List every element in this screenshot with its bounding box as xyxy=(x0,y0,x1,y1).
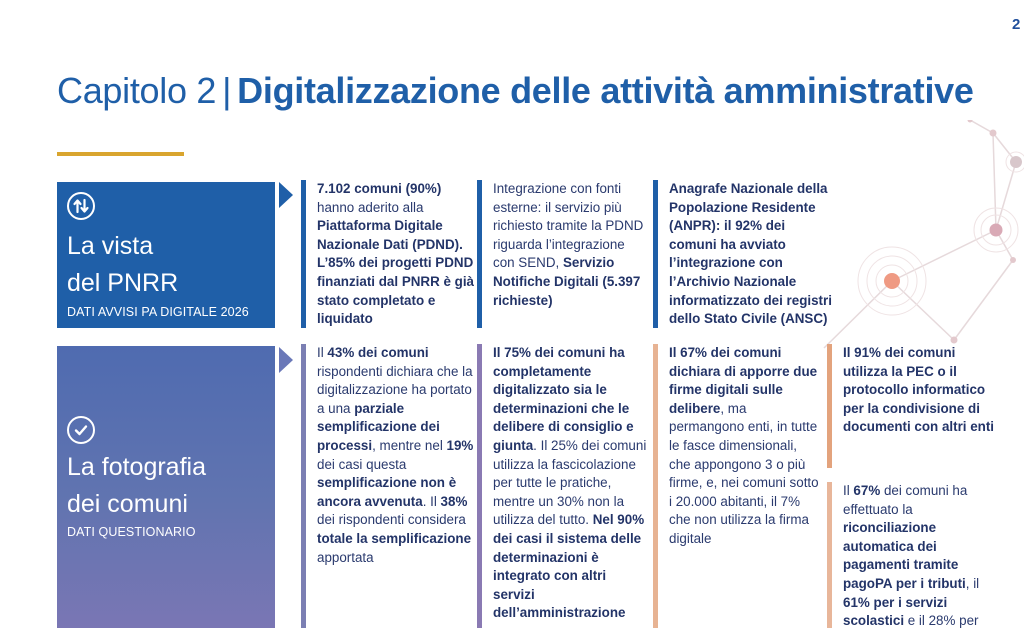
bold-text-run: 7.102 comuni (90%) xyxy=(317,181,442,196)
bold-text-run: 61% per i servizi scolastici xyxy=(843,594,948,628)
chapter-subject: Digitalizzazione delle attività amministrative xyxy=(237,70,974,111)
bold-text-run: 43% dei comuni xyxy=(327,345,429,360)
text-run: Il xyxy=(317,345,328,360)
text-run: rispondenti dichiara che la digitalizzazione ha portato a una xyxy=(317,363,473,416)
bold-text-run: Servizio Notifiche Digitali (5.397 richieste) xyxy=(493,255,641,308)
bold-text-run: Nel 90% dei casi il sistema delle determinazioni è integrato con altri servizi dell’amministrazione xyxy=(493,512,645,621)
text-run: Integrazione con fonti esterne: il servizio più richiesto tramite la PDND riguarda l’integrazione con SEND, xyxy=(493,181,644,271)
comuni-subheading: DATI QUESTIONARIO xyxy=(67,525,196,539)
text-run: dei rispondenti considera xyxy=(317,512,466,528)
comuni-text-column xyxy=(827,482,997,628)
comuni-text-column xyxy=(653,344,821,628)
comuni-panel xyxy=(57,346,275,628)
text-run: e il 28% per xyxy=(904,613,979,628)
pnrr-heading xyxy=(67,228,265,302)
pnrr-arrow-icon xyxy=(279,182,293,208)
bold-text-run: 19% xyxy=(446,437,474,453)
chapter-label: Capitolo 2 xyxy=(57,70,217,111)
network-nodes-icon xyxy=(820,120,1024,350)
pnrr-text-column xyxy=(301,180,479,328)
page-title xyxy=(57,70,974,112)
text-run: apportata xyxy=(317,549,374,565)
pnrr-panel xyxy=(57,182,275,328)
text-run: . Il xyxy=(422,493,441,509)
pnrr-heading-line1: La vista xyxy=(67,232,154,260)
bold-text-run: 38% xyxy=(440,493,468,509)
bold-text-run: Il 67% dei comuni dichiara di apporre due firme digitali sulle delibere xyxy=(669,345,818,416)
pnrr-text-column xyxy=(477,180,649,328)
bold-text-run: Il 75% dei comuni ha completamente digitalizzato sia le determinazioni che le delibere di consiglio e giunta xyxy=(493,345,634,453)
arrows-up-down-icon xyxy=(67,192,95,220)
text-run: dei comuni ha effettuato la xyxy=(843,483,968,517)
text-run: , mentre nel xyxy=(372,437,447,453)
text-run: hanno aderito alla xyxy=(317,199,424,215)
comuni-text-column xyxy=(827,344,997,468)
text-run: dei casi questa xyxy=(317,456,407,472)
bold-text-run: parziale semplificazione dei processi xyxy=(317,400,440,453)
bold-text-run: Piattaforma Digitale Nazionale Dati (PDND). L’85% dei progetti PDND finanziati dal PNRR è già stato completato e liquidato xyxy=(317,218,474,327)
bold-text-run: riconciliazione automatica dei pagamenti tramite pagoPA per i tributi xyxy=(843,520,966,591)
comuni-text-column xyxy=(477,344,649,628)
comuni-heading xyxy=(67,449,265,523)
text-run: . Il 25% dei comuni utilizza la fascicolazione per tutte le pratiche, mentre un 30% non la utilizza del tutto. xyxy=(493,437,647,528)
comuni-heading-line1: La fotografia xyxy=(67,453,206,481)
pnrr-subheading: DATI AVVISI PA DIGITALE 2026 xyxy=(67,305,249,319)
page-number: 2 xyxy=(1012,16,1021,33)
title-underline xyxy=(57,152,184,156)
bold-text-run: Il 91% dei comuni utilizza la PEC o il protocollo informatico per la condivisione di documenti con altri enti xyxy=(843,345,995,435)
text-run: Il xyxy=(843,483,854,498)
bold-text-run: semplificazione non è ancora avvenuta xyxy=(317,475,457,509)
comuni-heading-line2: dei comuni xyxy=(67,490,188,518)
bold-text-run: 67% xyxy=(853,483,881,498)
bold-text-run: Anagrafe Nazionale della Popolazione Residente (ANPR): il 92% dei comuni ha avviato l’integrazione con l’Archivio Nazionale informatizzato dei registri dello Stato Civile (ANSC) xyxy=(669,181,832,327)
text-run: , il xyxy=(965,575,980,591)
pnrr-heading-line2: del PNRR xyxy=(67,269,179,297)
checkmark-circle-icon xyxy=(67,416,95,444)
comuni-text-column xyxy=(301,344,479,628)
pnrr-text-column xyxy=(653,180,833,328)
bold-text-run: totale la semplificazione xyxy=(317,530,472,546)
comuni-arrow-icon xyxy=(279,347,293,373)
title-separator: | xyxy=(222,70,232,111)
text-run: , ma permangono enti, in tutte le fasce dimensionali, che appongono 3 o più firme, e, nei comuni sotto i 20.000 abitanti, il 7% che non utilizza la firma digitale xyxy=(669,400,819,546)
